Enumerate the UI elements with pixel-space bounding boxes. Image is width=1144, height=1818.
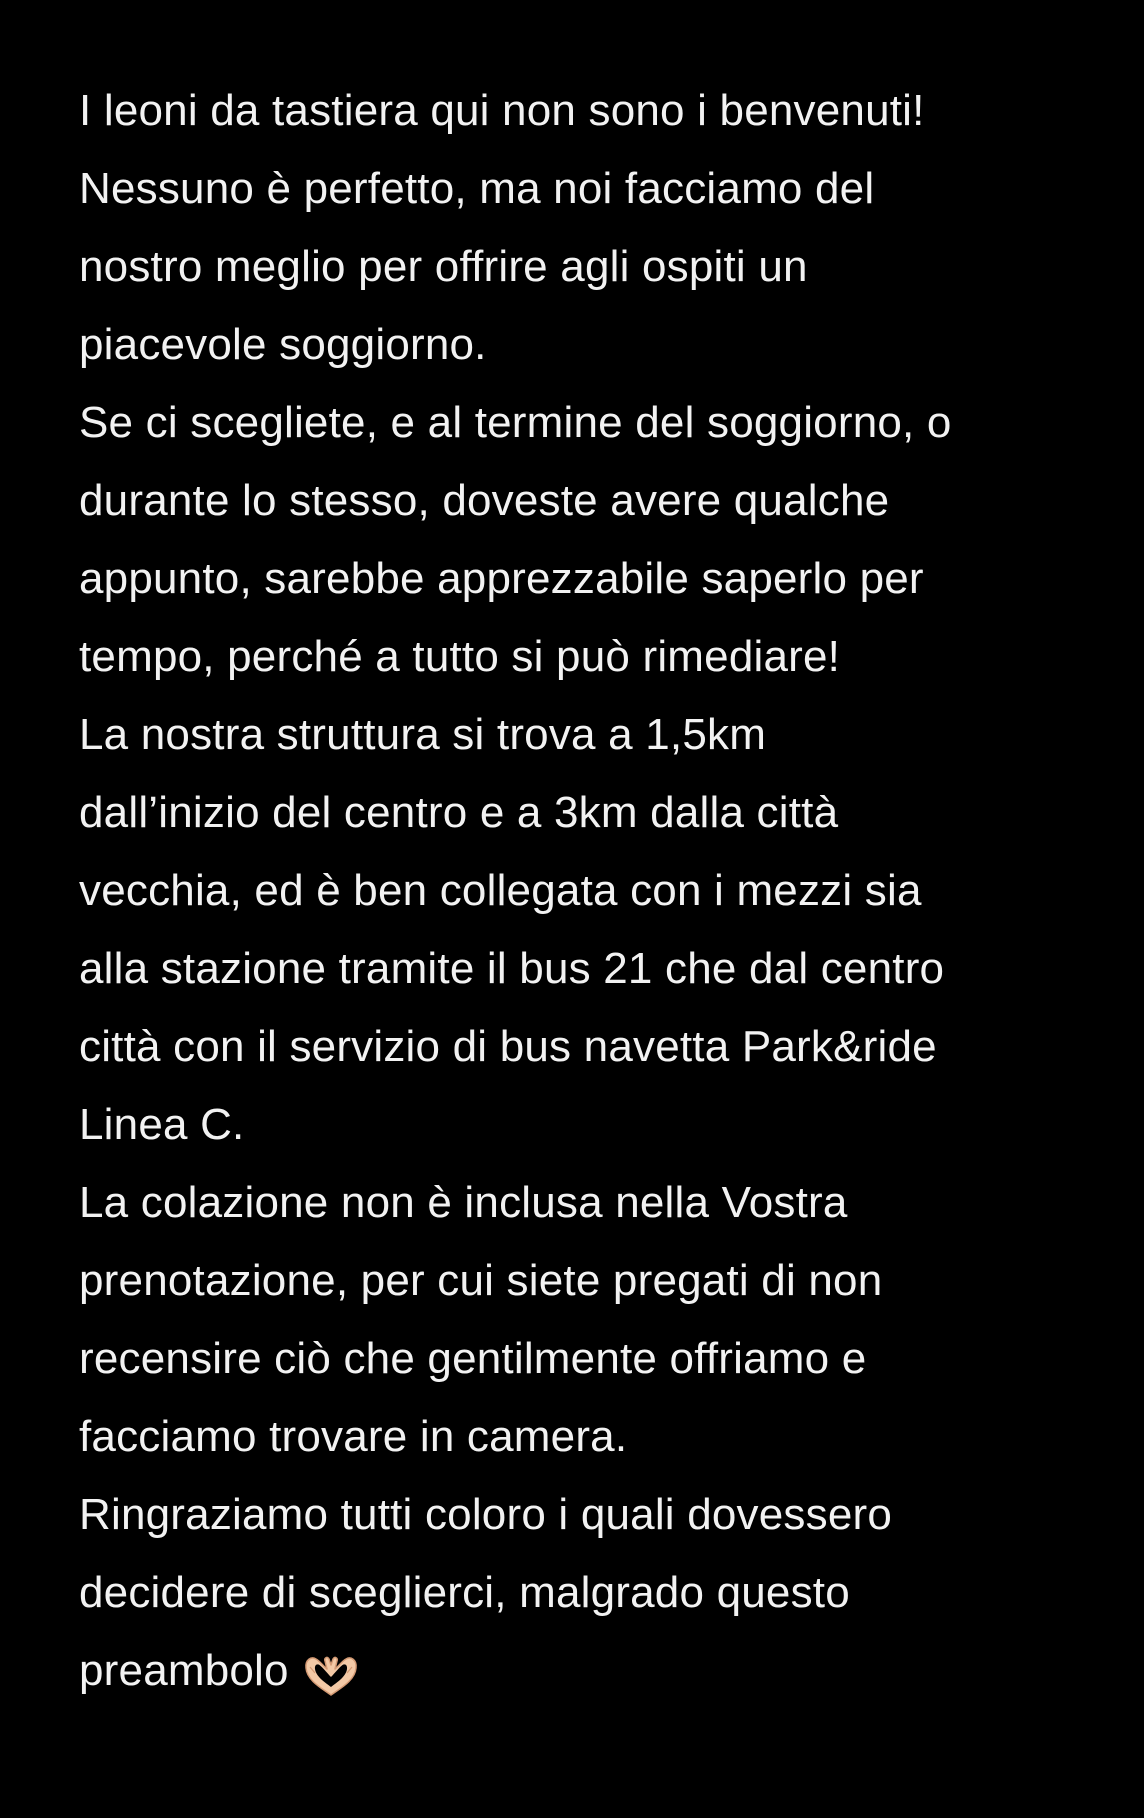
- note-line: piacevole soggiorno.: [79, 320, 487, 369]
- note-line: decidere di sceglierci, malgrado questo: [79, 1568, 850, 1617]
- note-text[interactable]: [79, 72, 1099, 1710]
- note-line: durante lo stesso, doveste avere qualche: [79, 476, 890, 525]
- note-line: Ringraziamo tutti coloro i quali dovessero: [79, 1490, 893, 1539]
- note-line: dall’inizio del centro e a 3km dalla città: [79, 788, 839, 837]
- note-line: Nessuno è perfetto, ma noi facciamo del: [79, 164, 875, 213]
- note-last-line: [79, 1632, 1099, 1710]
- heart-hands-icon: [301, 1646, 361, 1692]
- note-line: città con il servizio di bus navetta Park&ride: [79, 1022, 937, 1071]
- note-line: I leoni da tastiera qui non sono i benvenuti!: [79, 86, 925, 135]
- note-line: vecchia, ed è ben collegata con i mezzi sia: [79, 866, 922, 915]
- note-line: Linea C.: [79, 1100, 245, 1149]
- note-line: La nostra struttura si trova a 1,5km: [79, 710, 767, 759]
- note-line: La colazione non è inclusa nella Vostra: [79, 1178, 848, 1227]
- note-line: alla stazione tramite il bus 21 che dal centro: [79, 944, 945, 993]
- note-line: facciamo trovare in camera.: [79, 1412, 628, 1461]
- note-line-text: preambolo: [79, 1646, 289, 1695]
- note-line: Se ci scegliete, e al termine del soggiorno, o: [79, 398, 952, 447]
- note-line: appunto, sarebbe apprezzabile saperlo per: [79, 554, 924, 603]
- note-line: prenotazione, per cui siete pregati di non: [79, 1256, 883, 1305]
- note-line: tempo, perché a tutto si può rimediare!: [79, 632, 841, 681]
- note-line: recensire ciò che gentilmente offriamo e: [79, 1334, 867, 1383]
- note-line: nostro meglio per offrire agli ospiti un: [79, 242, 808, 291]
